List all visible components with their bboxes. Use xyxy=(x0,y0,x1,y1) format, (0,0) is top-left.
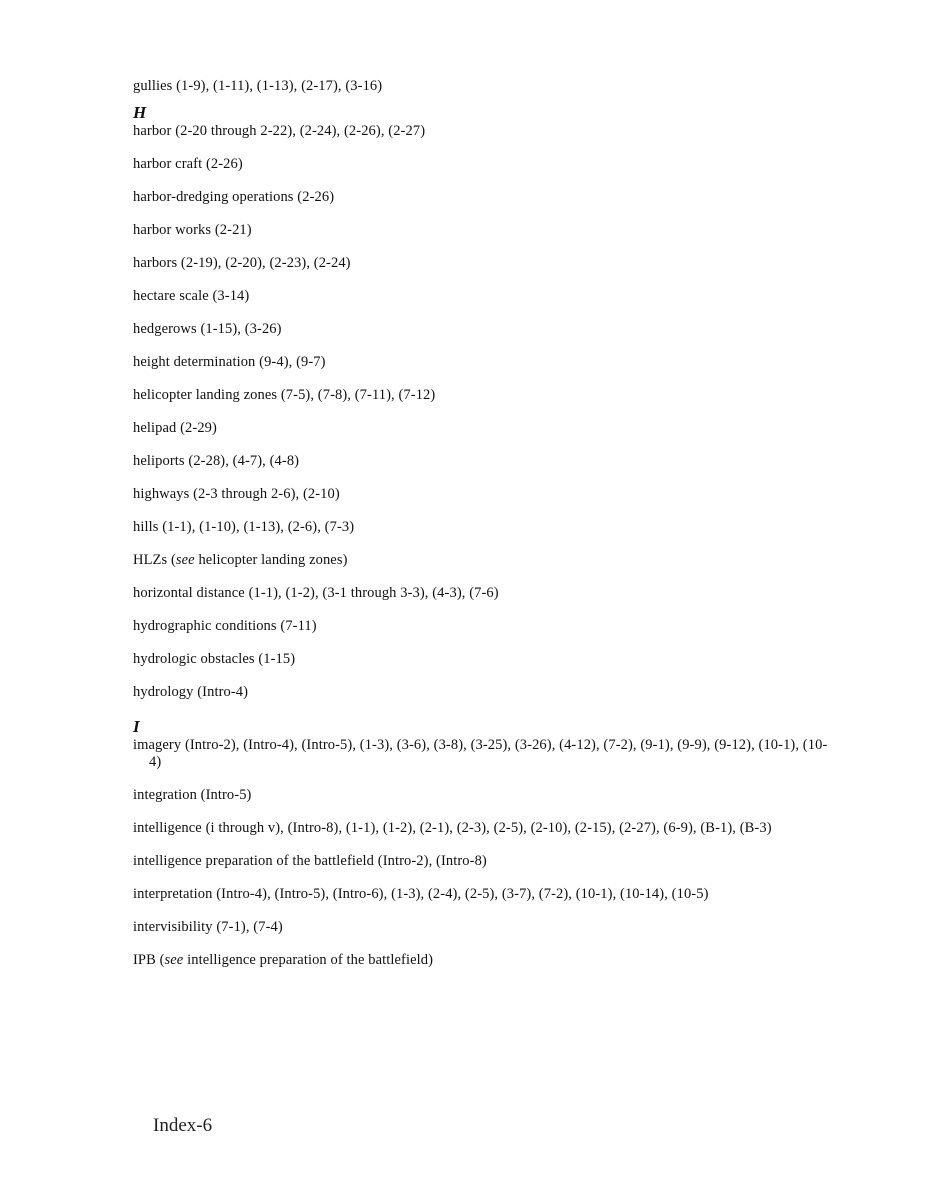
index-refs: (1-9), (1-11), (1-13), (2-17), (3-16) xyxy=(176,78,383,94)
index-term: harbor xyxy=(133,123,172,139)
index-refs: helicopter landing zones) xyxy=(198,552,348,568)
index-refs: (2-21) xyxy=(214,222,252,238)
index-entry-helicopter-landing-zones xyxy=(133,387,833,404)
index-term: helipad xyxy=(133,420,177,436)
index-term: hydrologic obstacles xyxy=(133,651,255,667)
index-entry-hlzs: HLZs (see helicopter landing zones) xyxy=(133,552,348,568)
section-letter-i: I xyxy=(133,717,140,736)
index-entry-intelligence-preparation xyxy=(133,853,833,870)
index-term: horizontal distance xyxy=(133,585,245,601)
index-entry-intervisibility xyxy=(133,919,833,936)
index-term: interpretation xyxy=(133,886,213,902)
index-entry-horizontal-distance xyxy=(133,585,833,602)
index-refs: (2-20 through 2-22), (2-24), (2-26), (2-27) xyxy=(175,123,426,139)
index-term: helicopter landing zones xyxy=(133,387,278,403)
index-entry-harbor-works xyxy=(133,222,833,239)
index-entry-hydrology xyxy=(133,684,833,701)
index-entry-helipad xyxy=(133,420,833,437)
index-entry-hedgerows xyxy=(133,321,833,338)
index-term: intervisibility xyxy=(133,919,213,935)
index-refs: (Intro-5) xyxy=(200,787,252,803)
index-refs: (7-5), (7-8), (7-11), (7-12) xyxy=(280,387,436,403)
index-entry-gullies xyxy=(133,78,833,95)
index-term: HLZs xyxy=(133,552,168,568)
page-number: Index-6 xyxy=(153,1115,213,1136)
index-see: see xyxy=(164,952,184,968)
index-term: hills xyxy=(133,519,159,535)
index-term: gullies xyxy=(133,78,173,94)
index-refs: (Intro-4), (Intro-5), (Intro-6), (1-3), (2-4), (2-5), (3-7), (7-2), (10-1), (10-14), (10-5) xyxy=(216,886,709,902)
index-term: hydrographic conditions xyxy=(133,618,277,634)
index-term: imagery xyxy=(133,737,182,753)
index-term: integration xyxy=(133,787,197,803)
index-entry-intelligence xyxy=(133,820,833,837)
index-entry-harbor xyxy=(133,123,833,140)
index-entry-imagery xyxy=(133,737,833,771)
index-entry-harbor-craft xyxy=(133,156,833,173)
index-term: hedgerows xyxy=(133,321,197,337)
section-letter-h: H xyxy=(133,103,147,122)
index-refs: (9-4), (9-7) xyxy=(259,354,326,370)
index-refs: (7-11) xyxy=(280,618,317,634)
index-entry-ipb: IPB (see intelligence preparation of the battlefield) xyxy=(133,952,434,968)
index-term: hydrology xyxy=(133,684,194,700)
index-entry-hills xyxy=(133,519,833,536)
index-term: intelligence preparation of the battlefield xyxy=(133,853,375,869)
index-entry-highways xyxy=(133,486,833,503)
index-refs: (Intro-2), (Intro-8) xyxy=(377,853,487,869)
index-refs: (2-26) xyxy=(205,156,243,172)
index-refs: (2-29) xyxy=(180,420,217,436)
index-entry-heliports xyxy=(133,453,833,470)
index-entry-hectare-scale xyxy=(133,288,833,305)
index-refs: intelligence preparation of the battlefield) xyxy=(187,952,434,968)
index-refs: (2-19), (2-20), (2-23), (2-24) xyxy=(180,255,351,271)
index-entry-hydrologic-obstacles xyxy=(133,651,833,668)
index-entry-harbor-dredging xyxy=(133,189,833,206)
index-entry-integration xyxy=(133,787,833,804)
index-refs: (7-1), (7-4) xyxy=(216,919,283,935)
index-refs: (Intro-4) xyxy=(197,684,249,700)
index-term: highways xyxy=(133,486,190,502)
index-term: harbor works xyxy=(133,222,212,238)
index-refs: (Intro-2), (Intro-4), (Intro-5), (1-3), (3-6), (3-8), (3-25), (3-26), (4-12), (7-2), (9-1), (9-9), (9-12), (10-1), (10-4) xyxy=(149,737,828,770)
index-term: intelligence xyxy=(133,820,202,836)
index-term: hectare scale xyxy=(133,288,209,304)
index-term: harbor craft xyxy=(133,156,203,172)
index-refs: (1-15) xyxy=(258,651,296,667)
index-page xyxy=(133,78,833,985)
index-entry-height-determination xyxy=(133,354,833,371)
index-term: harbor-dredging operations xyxy=(133,189,294,205)
index-see: see xyxy=(175,552,195,568)
index-term: height determination xyxy=(133,354,256,370)
index-refs: (2-26) xyxy=(297,189,335,205)
index-refs: (2-3 through 2-6), (2-10) xyxy=(193,486,340,502)
index-refs: (2-28), (4-7), (4-8) xyxy=(188,453,300,469)
index-term: IPB xyxy=(133,952,156,968)
index-refs: (i through v), (Intro-8), (1-1), (1-2), (2-1), (2-3), (2-5), (2-10), (2-15), (2-27), (6-9), (B-1), (B-3) xyxy=(205,820,772,836)
index-term: harbors xyxy=(133,255,178,271)
index-refs: (3-14) xyxy=(212,288,250,304)
index-entry-hydrographic-conditions xyxy=(133,618,833,635)
index-entry-interpretation xyxy=(133,886,833,903)
index-entry-harbors xyxy=(133,255,833,272)
index-refs: (1-15), (3-26) xyxy=(200,321,282,337)
index-term: heliports xyxy=(133,453,185,469)
index-refs: (1-1), (1-2), (3-1 through 3-3), (4-3), (7-6) xyxy=(248,585,499,601)
index-refs: (1-1), (1-10), (1-13), (2-6), (7-3) xyxy=(162,519,355,535)
